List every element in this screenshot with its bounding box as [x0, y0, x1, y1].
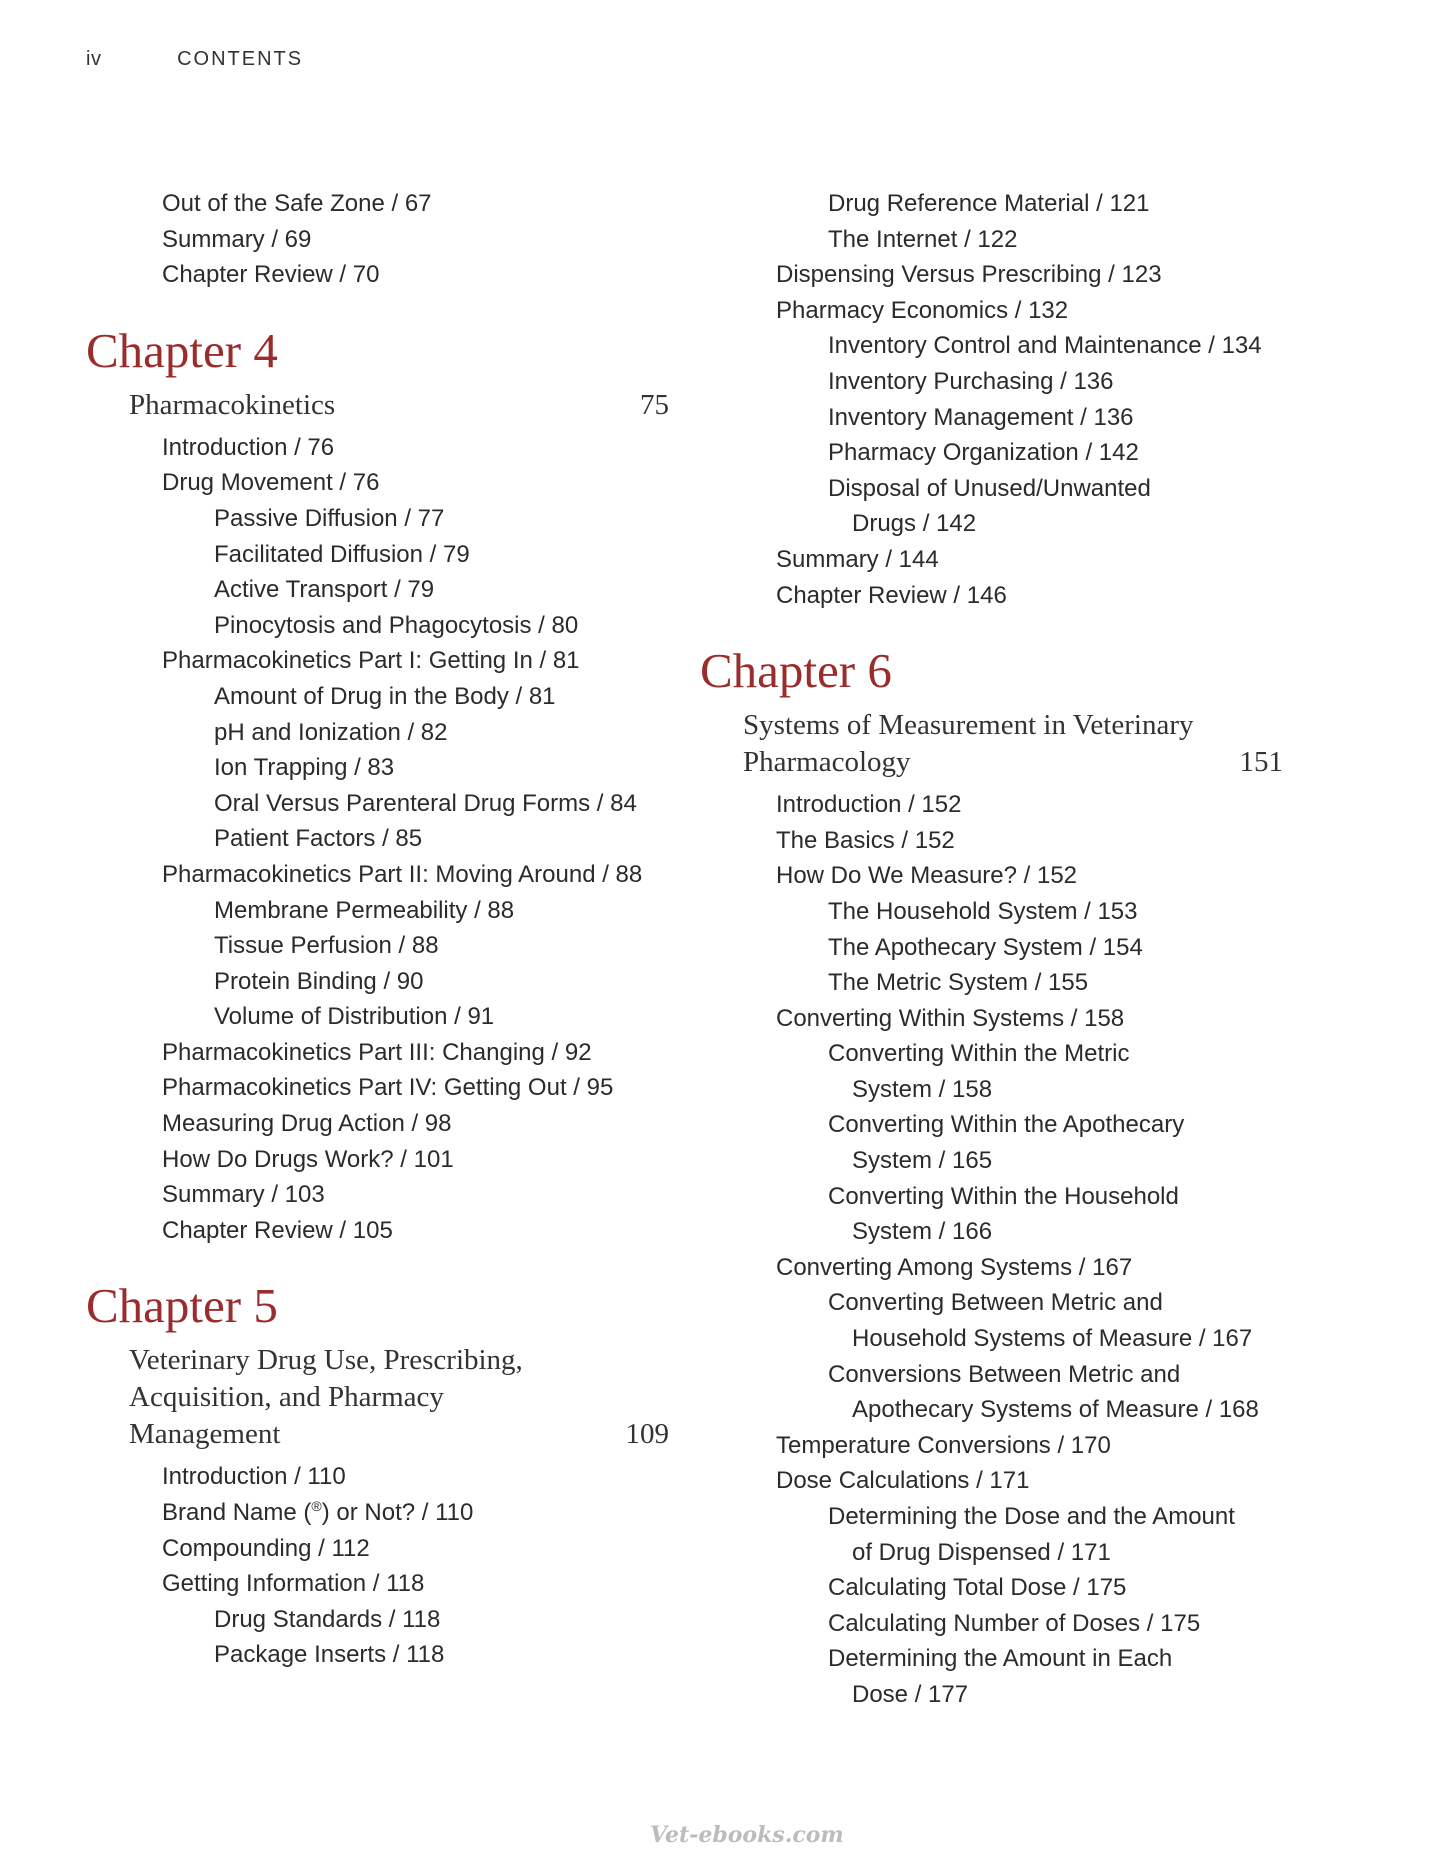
toc-entry: Active Transport / 79: [214, 576, 435, 604]
toc-entry: Drug Reference Material / 121: [828, 190, 1150, 217]
chapter-entries: [700, 787, 1300, 1712]
toc-entry: Getting Information / 118: [162, 1570, 425, 1598]
left-top-entries: [86, 186, 686, 293]
toc-entry: Protein Binding / 90: [214, 967, 424, 995]
toc-entry: How Do We Measure? / 152: [776, 862, 1078, 890]
toc-entry: Pharmacokinetics Part III: Changing / 92: [162, 1038, 592, 1066]
toc-entry: Pharmacokinetics Part I: Getting In / 81: [162, 647, 580, 675]
toc-entry: Out of the Safe Zone / 67: [162, 190, 432, 217]
toc-entry: Inventory Management / 136: [828, 403, 1134, 431]
toc-entry: Pharmacokinetics Part IV: Getting Out / 95: [162, 1074, 614, 1102]
chapter-heading: Chapter 4: [86, 322, 278, 378]
toc-entry: Summary / 144: [776, 545, 939, 573]
chapter-title-line: Pharmacokinetics: [129, 388, 336, 421]
toc-entry: Patient Factors / 85: [214, 825, 423, 853]
toc-entry: Volume of Distribution / 91: [214, 1003, 495, 1031]
toc-entry: Ion Trapping / 83: [214, 754, 395, 782]
toc-entry: Facilitated Diffusion / 79: [214, 540, 470, 568]
left-column: [86, 186, 686, 1673]
toc-entry: Inventory Control and Maintenance / 134: [828, 332, 1262, 360]
right-column: [700, 186, 1300, 1713]
toc-entry: Converting Between Metric and: [828, 1289, 1163, 1317]
watermark-logo: Vet-ebooks.com: [650, 1822, 844, 1848]
toc-entry: Pharmacokinetics Part II: Moving Around / 88: [162, 860, 643, 888]
toc-entry: Summary / 69: [162, 225, 312, 253]
toc-entry: System / 165: [852, 1147, 993, 1175]
chapter-title-line: Systems of Measurement in Veterinary: [743, 709, 1194, 742]
running-head-title: CONTENTS: [177, 48, 304, 70]
toc-entry: Compounding / 112: [162, 1534, 370, 1562]
toc-entry: Pinocytosis and Phagocytosis / 80: [214, 611, 579, 639]
chapter-title-line: Acquisition, and Pharmacy: [129, 1381, 444, 1414]
chapter-entries: [86, 430, 686, 1249]
toc-entry: of Drug Dispensed / 171: [852, 1538, 1111, 1566]
toc-entry: Membrane Permeability / 88: [214, 896, 515, 924]
toc-entry: Drug Movement / 76: [162, 469, 380, 497]
toc-entry: The Internet / 122: [828, 225, 1018, 253]
toc-entry: Determining the Amount in Each: [828, 1645, 1173, 1673]
toc-entry: The Metric System / 155: [828, 969, 1089, 997]
page-folio: iv: [86, 48, 102, 70]
toc-entry: Package Inserts / 118: [214, 1641, 445, 1669]
chapter-page-number: 151: [1239, 746, 1283, 779]
toc-entry: Calculating Total Dose / 175: [828, 1574, 1127, 1602]
toc-entry: The Household System / 153: [828, 897, 1138, 925]
toc-entry: Tissue Perfusion / 88: [214, 932, 439, 960]
toc-entry: Household Systems of Measure / 167: [852, 1325, 1253, 1353]
running-head: [86, 48, 303, 71]
toc-entry: Drugs / 142: [852, 510, 977, 538]
chapter-title-line: Pharmacology: [743, 746, 911, 779]
toc-entry: Amount of Drug in the Body / 81: [214, 682, 556, 710]
toc-entry: Converting Within the Household: [828, 1182, 1179, 1210]
toc-entry: Apothecary Systems of Measure / 168: [852, 1396, 1259, 1424]
toc-entry: Introduction / 76: [162, 433, 335, 461]
right-top-entries: [700, 186, 1300, 613]
chapter-heading: Chapter 5: [86, 1278, 278, 1334]
chapter-page-number: 75: [640, 388, 669, 421]
toc-entry: Summary / 103: [162, 1181, 325, 1209]
toc-entry: Chapter Review / 105: [162, 1216, 393, 1244]
toc-entry: pH and Ionization / 82: [214, 718, 448, 746]
toc-entry: Oral Versus Parenteral Drug Forms / 84: [214, 789, 637, 817]
chapter-heading: Chapter 6: [700, 643, 892, 699]
chapter-entries: [86, 1459, 686, 1673]
chapter-title: [700, 707, 1283, 781]
chapter-title: [86, 1342, 669, 1453]
toc-entry: Introduction / 110: [162, 1463, 346, 1491]
toc-entry: Disposal of Unused/Unwanted: [828, 474, 1151, 502]
toc-entry: How Do Drugs Work? / 101: [162, 1145, 454, 1173]
toc-entry: Dose / 177: [852, 1680, 969, 1708]
toc-entry: Conversions Between Metric and: [828, 1360, 1181, 1388]
toc-entry: Chapter Review / 70: [162, 261, 380, 289]
toc-entry: Dispensing Versus Prescribing / 123: [776, 261, 1162, 289]
toc-entry: Measuring Drug Action / 98: [162, 1110, 452, 1138]
toc-entry-text: Brand Name (: [162, 1499, 312, 1527]
toc-entry: Temperature Conversions / 170: [776, 1431, 1111, 1459]
toc-entry: System / 166: [852, 1218, 993, 1246]
toc-entry: Calculating Number of Doses / 175: [828, 1609, 1201, 1637]
toc-entry: Pharmacy Organization / 142: [828, 439, 1139, 467]
chapter-title: [86, 387, 669, 424]
toc-entry: Passive Diffusion / 77: [214, 504, 445, 532]
toc-entry: Dose Calculations / 171: [776, 1467, 1030, 1495]
toc-entry: Chapter Review / 146: [776, 581, 1007, 609]
toc-entry-text: ) or Not? / 110: [321, 1499, 474, 1527]
toc-entry: Converting Within the Metric: [828, 1040, 1130, 1068]
toc-entry: Converting Within the Apothecary: [828, 1111, 1185, 1139]
toc-entry: The Basics / 152: [776, 826, 955, 854]
toc-entry: Inventory Purchasing / 136: [828, 367, 1114, 395]
toc-entry: Pharmacy Economics / 132: [776, 296, 1069, 324]
toc-entry: Determining the Dose and the Amount: [828, 1503, 1235, 1530]
toc-entry: Introduction / 152: [776, 791, 962, 819]
toc-entry: Converting Among Systems / 167: [776, 1253, 1133, 1281]
toc-entry: Drug Standards / 118: [214, 1605, 441, 1633]
chapter-title-line: Veterinary Drug Use, Prescribing,: [129, 1344, 523, 1377]
toc-entry: System / 158: [852, 1075, 993, 1103]
toc-entry: [86, 1495, 686, 1531]
chapter-page-number: 109: [625, 1418, 669, 1451]
toc-entry: Converting Within Systems / 158: [776, 1004, 1125, 1032]
toc-entry: The Apothecary System / 154: [828, 933, 1143, 961]
registered-mark: ®: [311, 1498, 322, 1515]
chapter-title-line: Management: [129, 1418, 281, 1451]
